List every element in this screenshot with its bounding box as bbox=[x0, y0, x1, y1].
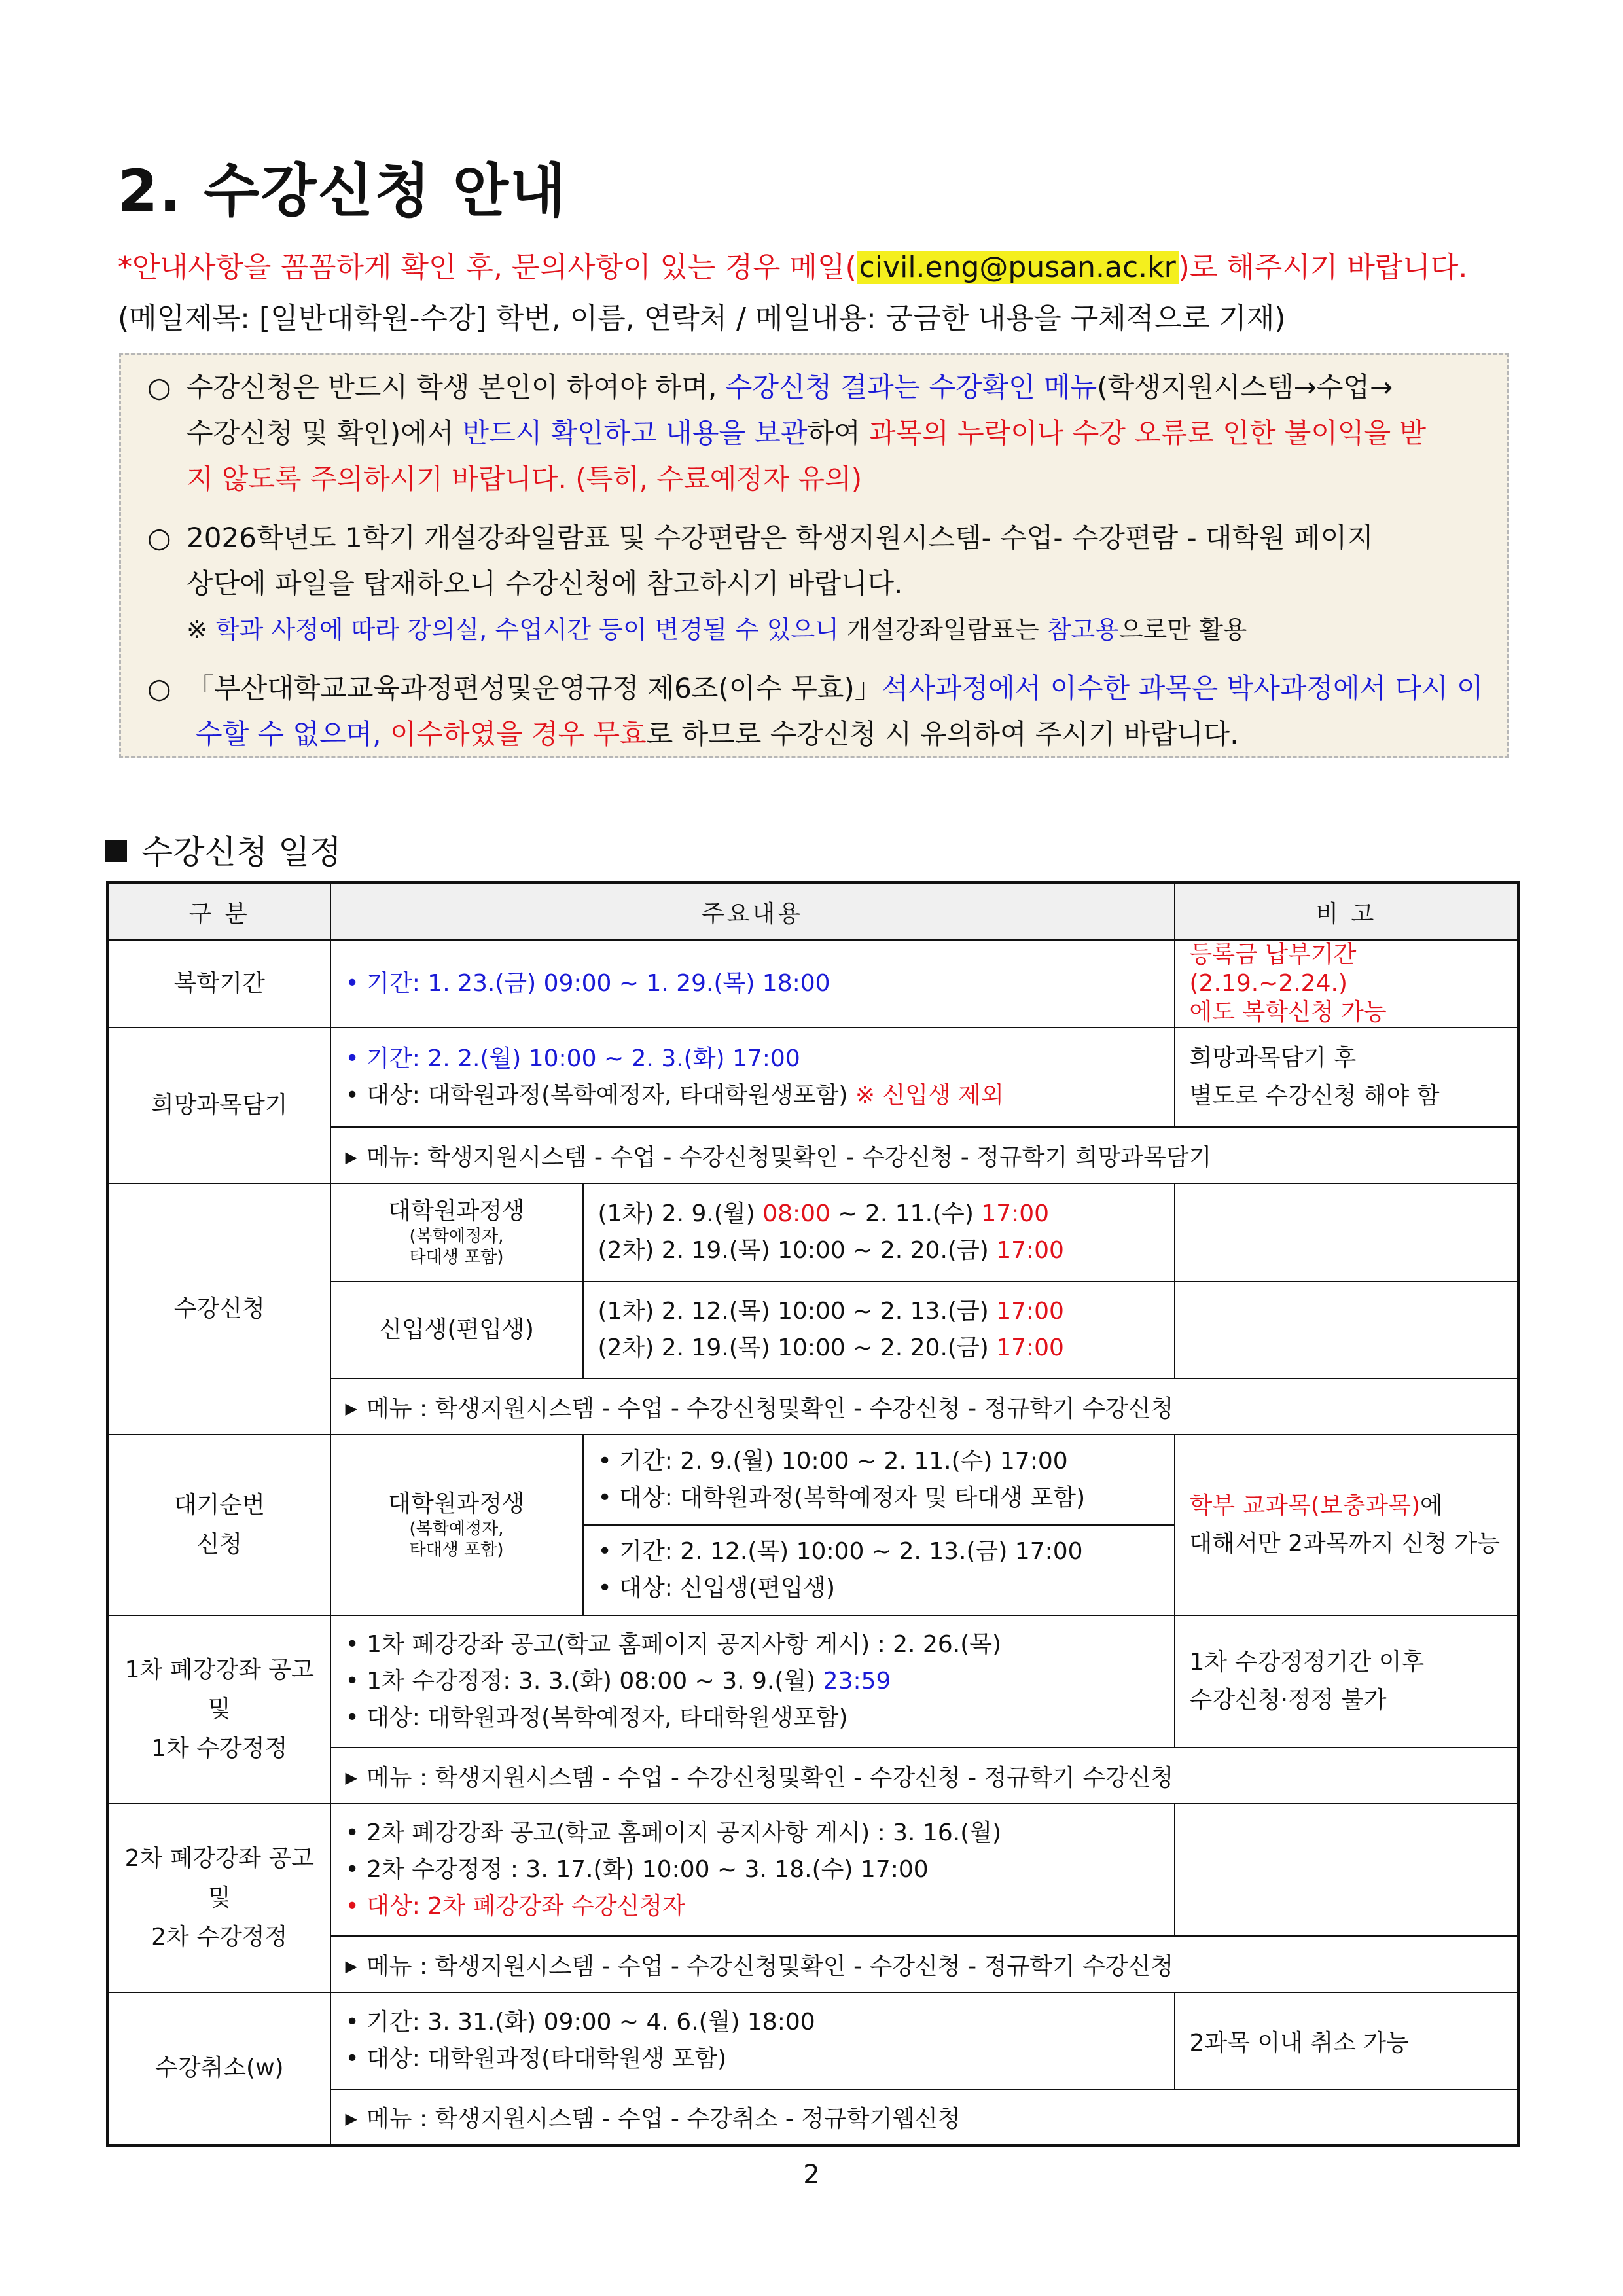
sub-category-note: 타대생 포함) bbox=[409, 1540, 504, 1560]
section-title: 수강신청 일정 bbox=[141, 833, 342, 871]
category-cell bbox=[108, 1804, 330, 1992]
table-header-row bbox=[108, 883, 1519, 941]
notice-text: 으로만 활용 bbox=[1118, 615, 1247, 644]
content-time: 23:59 bbox=[823, 1668, 891, 1695]
notice-text: (학생지원시스템→수업→ bbox=[1097, 371, 1393, 403]
content-warning: ※ 신입생 제외 bbox=[855, 1082, 1004, 1109]
intro-text-b: )로 해주시기 바랍니다. bbox=[1178, 251, 1468, 284]
category-line: 및 bbox=[207, 1884, 231, 1911]
category-line: 1차 폐강강좌 공고 bbox=[124, 1657, 314, 1683]
content-cell bbox=[330, 1028, 1175, 1127]
content-text: ~ 2. 11.(수) bbox=[830, 1200, 982, 1227]
note-line: 희망과목담기 후 bbox=[1189, 1045, 1357, 1071]
content-line: • 기간: 2. 2.(월) 10:00 ~ 2. 3.(화) 17:00 bbox=[345, 1045, 800, 1072]
bullet-icon: ○ bbox=[147, 522, 171, 554]
header-note: 비 고 bbox=[1175, 883, 1519, 941]
intro-line bbox=[118, 243, 1467, 285]
triangle-right-icon: ▶ bbox=[345, 1956, 357, 1975]
menu-path bbox=[330, 1936, 1519, 1992]
content-cell bbox=[330, 1615, 1175, 1748]
table-row bbox=[108, 1992, 1519, 2089]
triangle-right-icon: ▶ bbox=[345, 1147, 357, 1166]
notice-text: 하여 bbox=[807, 417, 870, 449]
content-line: • 기간: 2. 9.(월) 10:00 ~ 2. 11.(수) 17:00 bbox=[597, 1448, 1068, 1475]
reference-mark: ※ bbox=[187, 615, 215, 644]
sub-category-label: 대학원과정생 bbox=[388, 1490, 525, 1517]
category-cell: 희망과목담기 bbox=[108, 1028, 330, 1183]
content-time: 17:00 bbox=[981, 1200, 1050, 1227]
notice-emphasis: 석사과정에서 이수한 과목은 박사과정에서 다시 이 bbox=[882, 672, 1484, 704]
content-cell bbox=[583, 1435, 1175, 1525]
content-time: 17:00 bbox=[996, 1298, 1064, 1325]
sub-category-cell bbox=[330, 1183, 583, 1282]
sub-category-note: (복학예정자, bbox=[409, 1519, 504, 1539]
note-line bbox=[1190, 1487, 1503, 1525]
sub-category-cell bbox=[330, 1435, 583, 1615]
menu-text: 메뉴 : 학생지원시스템 - 수업 - 수강신청및확인 - 수강신청 - 정규학기 수강신청 bbox=[366, 1395, 1174, 1422]
triangle-right-icon: ▶ bbox=[345, 1399, 357, 1418]
note-text: 에 bbox=[1420, 1492, 1443, 1519]
triangle-right-icon: ▶ bbox=[345, 2109, 357, 2128]
triangle-right-icon: ▶ bbox=[345, 1768, 357, 1787]
content-line bbox=[346, 1077, 1160, 1114]
bullet-icon: ○ bbox=[147, 672, 171, 704]
content-cell bbox=[583, 1282, 1175, 1378]
content-line: • 대상: 대학원과정(복학예정자, 타대학원생포함) bbox=[345, 1704, 848, 1731]
table-row bbox=[108, 1435, 1519, 1525]
content-cell bbox=[330, 1804, 1175, 1936]
sub-category-note: (복학예정자, bbox=[409, 1227, 504, 1246]
category-line: 대기순번 bbox=[173, 1492, 265, 1518]
notice-warning: 이수하였을 경우 무효 bbox=[389, 718, 647, 750]
note-line: 별도로 수강신청 해야 함 bbox=[1189, 1083, 1440, 1109]
category-cell: 복학기간 bbox=[108, 940, 330, 1028]
page-title: 2. 수강신청 안내 bbox=[118, 157, 567, 224]
content-line: • 대상: 대학원과정(타대학원생 포함) bbox=[345, 2045, 727, 2072]
content-cell bbox=[330, 1992, 1175, 2089]
category-cell bbox=[108, 1435, 330, 1615]
menu-path bbox=[330, 1127, 1519, 1183]
content-line: • 대상: 신입생(편입생) bbox=[597, 1575, 836, 1602]
notice-emphasis: 수할 수 없으며, bbox=[196, 718, 390, 750]
content-line bbox=[598, 1232, 1160, 1269]
menu-path bbox=[330, 2089, 1519, 2145]
content-line: • 2차 수강정정 : 3. 17.(화) 10:00 ~ 3. 18.(수) 17:00 bbox=[345, 1856, 929, 1883]
sub-category-label: 대학원과정생 bbox=[388, 1198, 525, 1225]
note-line: 1차 수강정정기간 이후 bbox=[1189, 1649, 1425, 1676]
square-bullet-icon bbox=[105, 840, 127, 862]
table-row bbox=[108, 1183, 1519, 1282]
note-cell bbox=[1175, 1282, 1519, 1378]
note-cell bbox=[1175, 1028, 1519, 1127]
content-text: • 1차 수강정정: 3. 3.(화) 08:00 ~ 3. 9.(월) bbox=[345, 1668, 823, 1695]
table-row bbox=[108, 1615, 1519, 1748]
intro-text-a: *안내사항을 꼼꼼하게 확인 후, 문의사항이 있는 경우 메일( bbox=[118, 251, 857, 284]
table-row bbox=[108, 1028, 1519, 1127]
content-text: (2차) 2. 19.(목) 10:00 ~ 2. 20.(금) bbox=[597, 1335, 997, 1361]
content-time: 17:00 bbox=[996, 1237, 1064, 1264]
notice-emphasis: 반드시 확인하고 내용을 보관 bbox=[462, 417, 808, 449]
notice-item-1-line-2 bbox=[187, 410, 1426, 456]
menu-path bbox=[330, 1378, 1519, 1435]
notice-item-3-line-1 bbox=[187, 666, 1484, 711]
content-text: • 대상: 대학원과정(복학예정자, 타대학원생포함) bbox=[345, 1082, 855, 1109]
content-line: • 1차 폐강강좌 공고(학교 홈페이지 공지사항 게시) : 2. 26.(목) bbox=[345, 1631, 1002, 1658]
note-emphasis: 학부 교과목(보충과목) bbox=[1189, 1492, 1421, 1519]
category-cell: 수강취소(w) bbox=[108, 1992, 330, 2145]
note-cell bbox=[1175, 940, 1519, 1028]
table-row bbox=[108, 1804, 1519, 1936]
notice-warning: 과목의 누락이나 수강 오류로 인한 불이익을 받 bbox=[869, 417, 1426, 449]
notice-emphasis: 수강신청 결과는 수강확인 메뉴 bbox=[725, 371, 1097, 403]
menu-text: 메뉴 : 학생지원시스템 - 수업 - 수강신청및확인 - 수강신청 - 정규학기 수강신청 bbox=[366, 1764, 1174, 1791]
content-line: • 대상: 2차 폐강강좌 수강신청자 bbox=[345, 1893, 685, 1920]
section-heading bbox=[105, 826, 342, 873]
note-cell bbox=[1175, 1435, 1519, 1615]
sub-category-note: 타대생 포함) bbox=[409, 1247, 504, 1267]
page-number: 2 bbox=[803, 2160, 820, 2190]
notice-box bbox=[119, 353, 1509, 758]
header-category: 구 분 bbox=[108, 883, 330, 941]
content-line bbox=[598, 1330, 1160, 1367]
content-line bbox=[598, 1196, 1160, 1232]
category-line: 1차 수강정정 bbox=[151, 1735, 288, 1762]
schedule-table bbox=[106, 881, 1520, 2147]
category-line: 및 bbox=[207, 1696, 231, 1723]
content-line bbox=[346, 1663, 1160, 1700]
content-line: • 기간: 2. 12.(목) 10:00 ~ 2. 13.(금) 17:00 bbox=[597, 1538, 1083, 1565]
content-cell: • 기간: 1. 23.(금) 09:00 ~ 1. 29.(목) 18:00 bbox=[330, 940, 1175, 1028]
table-row bbox=[108, 940, 1519, 1028]
notice-item-2-line-2: 상단에 파일을 탑재하오니 수강신청에 참고하시기 바랍니다. bbox=[187, 567, 903, 600]
content-time: 17:00 bbox=[996, 1335, 1064, 1361]
menu-text: 메뉴 : 학생지원시스템 - 수업 - 수강취소 - 정규학기웹신청 bbox=[366, 2105, 961, 2132]
notice-item-3-line-2 bbox=[196, 711, 1239, 757]
content-text: (1차) 2. 12.(목) 10:00 ~ 2. 13.(금) bbox=[597, 1298, 997, 1325]
bullet-icon: ○ bbox=[147, 371, 171, 403]
content-line: • 2차 폐강강좌 공고(학교 홈페이지 공지사항 게시) : 3. 16.(월) bbox=[345, 1820, 1002, 1846]
note-cell bbox=[1175, 1804, 1519, 1936]
note-cell: 2과목 이내 취소 가능 bbox=[1175, 1992, 1519, 2089]
notice-text: 로 하므로 수강신청 시 유의하여 주시기 바랍니다. bbox=[646, 718, 1239, 750]
notice-emphasis: 학과 사정에 따라 강의실, 수업시간 등이 변경될 수 있으니 bbox=[215, 615, 839, 644]
sub-category-cell: 신입생(편입생) bbox=[330, 1282, 583, 1378]
content-line: • 대상: 대학원과정(복학예정자 및 타대생 포함) bbox=[597, 1484, 1086, 1511]
contact-email[interactable]: civil.eng@pusan.ac.kr bbox=[857, 251, 1179, 284]
content-time: 08:00 bbox=[762, 1200, 830, 1227]
content-line: • 기간: 3. 31.(화) 09:00 ~ 4. 6.(월) 18:00 bbox=[345, 2009, 815, 2036]
notice-text: 수강신청 및 확인)에서 bbox=[187, 417, 463, 449]
mail-format-line: (메일제목: [일반대학원-수강] 학번, 이름, 연락처 / 메일내용: 궁금한 내용을 구체적으로 기재) bbox=[118, 302, 1286, 335]
category-line: 신청 bbox=[196, 1531, 243, 1558]
content-line bbox=[598, 1293, 1160, 1330]
notice-emphasis: 참고용 bbox=[1046, 615, 1119, 644]
category-line: 2차 수강정정 bbox=[151, 1924, 288, 1950]
menu-text: 메뉴 : 학생지원시스템 - 수업 - 수강신청및확인 - 수강신청 - 정규학기 수강신청 bbox=[366, 1952, 1174, 1980]
notice-item-1-line-3: 지 않도록 주의하시기 바랍니다. (특히, 수료예정자 유의) bbox=[187, 463, 863, 495]
note-line: 수강신청·정정 불가 bbox=[1189, 1687, 1387, 1713]
note-line: 등록금 납부기간(2.19.~2.24.) bbox=[1189, 941, 1357, 997]
content-cell bbox=[583, 1525, 1175, 1615]
note-line: 대해서만 2과목까지 신청 가능 bbox=[1189, 1530, 1501, 1557]
notice-text: 수강신청은 반드시 학생 본인이 하여야 하며, bbox=[187, 371, 726, 403]
header-content: 주요내용 bbox=[330, 883, 1175, 941]
notice-reference bbox=[187, 607, 1247, 653]
category-cell bbox=[108, 1615, 330, 1804]
category-cell: 수강신청 bbox=[108, 1183, 330, 1435]
note-cell bbox=[1175, 1615, 1519, 1748]
menu-path bbox=[330, 1748, 1519, 1804]
notice-text: 「부산대학교교육과정편성및운영규정 제6조(이수 무효)」 bbox=[187, 672, 882, 704]
note-cell bbox=[1175, 1183, 1519, 1282]
notice-item-1-line-1 bbox=[187, 365, 1393, 410]
note-line: 에도 복학신청 가능 bbox=[1189, 999, 1387, 1026]
category-line: 2차 폐강강좌 공고 bbox=[124, 1845, 314, 1872]
notice-text: 개설강좌일람표는 bbox=[838, 615, 1047, 644]
notice-item-2-line-1: 2026학년도 1학기 개설강좌일람표 및 수강편람은 학생지원시스템- 수업- 수강편람 - 대학원 페이지 bbox=[187, 522, 1374, 554]
content-cell bbox=[583, 1183, 1175, 1282]
menu-text: 메뉴: 학생지원시스템 - 수업 - 수강신청및확인 - 수강신청 - 정규학기 희망과목담기 bbox=[366, 1143, 1212, 1171]
content-text: (1차) 2. 9.(월) bbox=[597, 1200, 763, 1227]
content-text: (2차) 2. 19.(목) 10:00 ~ 2. 20.(금) bbox=[597, 1237, 997, 1264]
